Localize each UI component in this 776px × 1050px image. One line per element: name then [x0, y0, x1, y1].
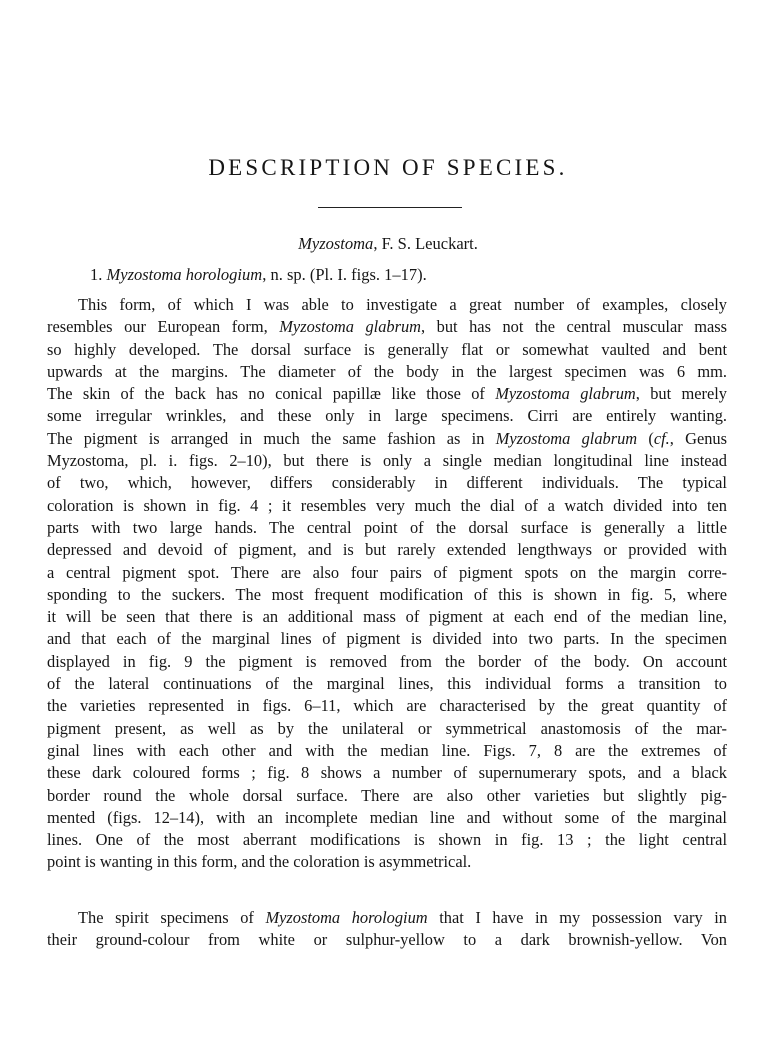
- italic-text: Myzostoma glabrum: [279, 317, 422, 337]
- text-run: some irregular wrinkles, and these only in large specimens. Cirri are entirely wanting.: [47, 406, 727, 426]
- text-run: pigment present, as well as by the unilateral or symmetrical anastomosis of the mar-: [47, 718, 727, 738]
- text-run: point is wanting in this form, and the coloration is asymmetrical.: [47, 852, 472, 872]
- text-run: The skin of the back has no conical papillæ like those of: [47, 384, 496, 404]
- text-run: , but has not the central muscular mass: [421, 317, 728, 337]
- text-run: , Genus: [669, 428, 728, 448]
- italic-text: Myzostoma glabrum: [495, 428, 638, 448]
- text-run: mented (figs. 12–14), with an incomplete median line and without some of the marginal: [47, 807, 727, 827]
- text-line: [47, 929, 727, 951]
- text-run: The spirit specimens of: [78, 908, 266, 927]
- text-run: border round the whole dorsal surface. There are also other varieties but slightly pig-: [47, 785, 727, 805]
- text-line: [47, 829, 727, 851]
- text-run: these dark coloured forms ; fig. 8 shows a number of supernumerary spots, and a black: [47, 763, 727, 783]
- text-line: [47, 405, 727, 427]
- italic-text: cf.: [653, 428, 670, 448]
- text-run: of two, which, however, differs considerably in different individuals. The typical: [47, 473, 727, 493]
- genus-authority: , F. S. Leuckart.: [373, 234, 478, 253]
- text-run: This form, of which I was able to investigate a great number of examples, closely: [78, 295, 727, 314]
- text-run: and that each of the marginal lines of pigment is divided into two parts. In the specimen: [47, 629, 727, 649]
- text-line: [47, 651, 727, 673]
- text-line: [47, 695, 727, 717]
- italic-text: Myzostoma glabrum: [495, 384, 636, 404]
- text-line: [47, 584, 727, 606]
- text-run: sponding to the suckers. The most frequent modification of this is shown in fig. 5, where: [47, 584, 727, 604]
- text-run: it will be seen that there is an additional mass of pigment at each end of the median line,: [47, 607, 727, 627]
- text-run: of the lateral continuations of the marginal lines, this individual forms a transition to: [47, 674, 727, 694]
- text-line: [47, 562, 727, 584]
- text-line: [47, 428, 727, 450]
- text-line: [47, 785, 727, 807]
- text-run: upwards at the margins. The diameter of the body in the largest specimen was 6 mm.: [47, 361, 727, 381]
- text-line: [47, 762, 727, 784]
- text-line: [47, 851, 727, 873]
- text-line: [47, 606, 727, 628]
- text-run: that I have in my possession vary in: [427, 908, 727, 927]
- text-run: The pigment is arranged in much the same fashion as in: [47, 428, 496, 448]
- text-line: [47, 539, 727, 561]
- text-run: their ground-colour from white or sulphur-yellow to a dark brownish-yellow. Von: [47, 930, 727, 950]
- text-run: , but merely: [635, 384, 728, 404]
- text-line: [47, 718, 727, 740]
- text-line: [47, 472, 727, 494]
- italic-text: Myzostoma horologium: [265, 908, 428, 927]
- text-line: [47, 740, 727, 762]
- text-line: [47, 316, 727, 338]
- text-line: [47, 383, 727, 405]
- text-run: displayed in fig. 9 the pigment is removed from the border of the body. On account: [47, 651, 727, 671]
- text-run: (: [637, 428, 654, 448]
- text-line: [47, 294, 727, 316]
- text-run: Myzostoma, pl. i. figs. 2–10), but there is only a single median longitudinal line instead: [47, 451, 727, 471]
- text-line: [47, 673, 727, 695]
- paragraph-2: [47, 907, 727, 952]
- text-line: [47, 361, 727, 383]
- genus-name: Myzostoma: [298, 234, 374, 253]
- page-heading: DESCRIPTION OF SPECIES.: [208, 155, 568, 180]
- text-line: [47, 628, 727, 650]
- species-heading: [90, 263, 427, 287]
- species-reference: , n. sp. (Pl. I. figs. 1–17).: [262, 265, 427, 284]
- text-line: [47, 907, 727, 929]
- heading-divider: [318, 207, 462, 208]
- text-run: resembles our European form,: [47, 317, 280, 337]
- text-line: [47, 495, 727, 517]
- genus-heading: [0, 232, 776, 256]
- text-run: so highly developed. The dorsal surface is generally flat or somewhat vaulted and bent: [47, 339, 727, 359]
- text-run: depressed and devoid of pigment, and is but rarely extended lengthways or provided with: [47, 540, 727, 560]
- text-run: coloration is shown in fig. 4 ; it resembles very much the dial of a watch divided into ten: [47, 495, 727, 515]
- text-run: a central pigment spot. There are also four pairs of pigment spots on the margin corre-: [47, 562, 727, 582]
- text-line: [47, 339, 727, 361]
- text-line: [47, 517, 727, 539]
- text-run: parts with two large hands. The central point of the dorsal surface is generally a little: [47, 517, 727, 537]
- text-run: ginal lines with each other and with the median line. Figs. 7, 8 are the extremes of: [47, 740, 727, 760]
- text-run: lines. One of the most aberrant modifications is shown in fig. 13 ; the light central: [47, 830, 727, 850]
- text-run: the varieties represented in figs. 6–11, which are characterised by the great quantity of: [47, 696, 727, 716]
- text-line: [47, 807, 727, 829]
- paragraph-1: [47, 294, 727, 874]
- species-number: 1.: [90, 265, 107, 284]
- text-line: [47, 450, 727, 472]
- species-name: Myzostoma horologium: [106, 265, 263, 284]
